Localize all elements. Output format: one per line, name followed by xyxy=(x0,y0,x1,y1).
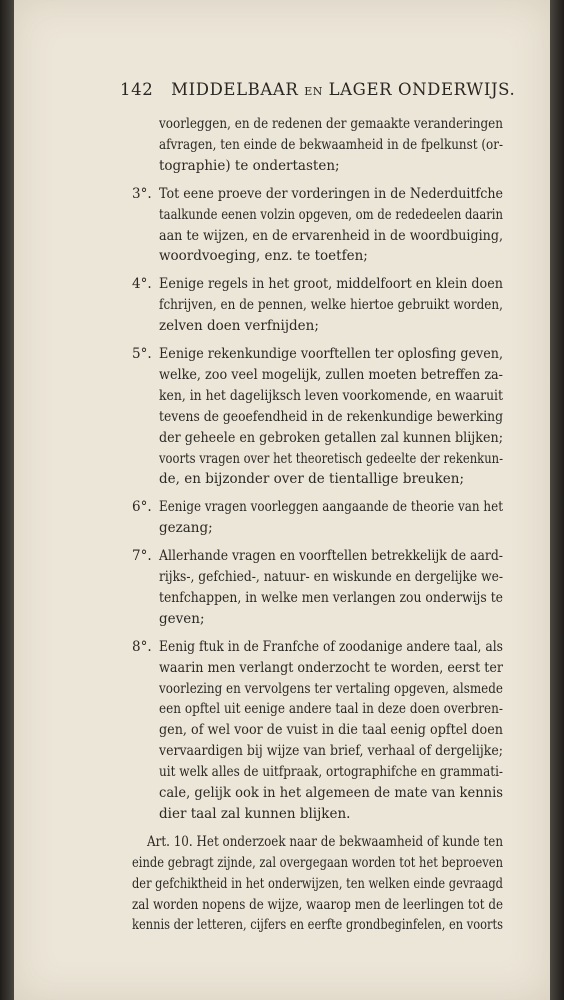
running-header xyxy=(120,80,520,99)
item-number: 7°. xyxy=(132,548,152,565)
item-line: cale, gelijk ook in het algemeen de mate van kennis xyxy=(159,785,503,801)
page-number: 142 xyxy=(120,80,154,99)
article-line: Art. 10. Het onderzoek naar de bekwaamheid of kunde ten xyxy=(147,833,503,850)
item-number: 4°. xyxy=(132,276,152,293)
item-line: voorlezing en vervolgens ter vertaling opgeven, alsmede xyxy=(159,680,503,697)
item-line: Eenige rekenkundige voorftellen ter oplosfing geven, xyxy=(159,346,503,362)
article-line: kennis der letteren, cijfers en eerfte grondbeginfelen, en voorts xyxy=(132,917,503,934)
item-line: Tot eene proeve der vorderingen in de Nederduitfche xyxy=(159,185,503,202)
item-line: Eenige regels in het groot, middelfoort en klein doen xyxy=(159,276,503,293)
item-line: Eenig ftuk in de Franfche of zoodanige andere taal, als xyxy=(159,638,503,655)
item-number: 3°. xyxy=(132,185,152,202)
book-page xyxy=(14,0,550,1000)
item-line: gezang; xyxy=(159,520,213,537)
item-line: een opftel uit eenige andere taal in deze doen overbren- xyxy=(159,701,503,718)
item-line: tevens de geoefendheid in de rekenkundige bewerking xyxy=(159,408,503,425)
article-line: zal worden nopens de wijze, waarop men de leerlingen tot de xyxy=(132,896,503,913)
item-line: de, en bijzonder over de tientallige breuken; xyxy=(159,471,465,488)
binding-shadow-left xyxy=(0,0,14,1000)
item-line: zelven doen verfnijden; xyxy=(159,318,319,335)
item-line: der geheele en gebroken getallen zal kunnen blijken; xyxy=(159,429,503,446)
item-line: Allerhande vragen en voorftellen betrekkelijk de aard- xyxy=(159,548,503,565)
item-line: geven; xyxy=(159,610,205,627)
item-line: rijks-, gefchied-, natuur- en wiskunde en dergelijke we- xyxy=(159,569,503,585)
item-line: tenfchappen, in welke men verlangen zou onderwijs te xyxy=(159,589,503,606)
item-line: dier taal zal kunnen blijken. xyxy=(159,805,351,822)
binding-shadow-right xyxy=(550,0,564,1000)
header-title-part1: MIDDELBAAR xyxy=(171,80,299,99)
article-line: einde gebragt zijnde, zal overgegaan worden tot het beproeven xyxy=(132,854,503,871)
item-line: vervaardigen bij wijze van brief, verhaal of dergelijke; xyxy=(159,743,503,760)
item-number: 5°. xyxy=(132,346,152,362)
item-line: uit welk alles de uitfpraak, ortographifche en grammati- xyxy=(159,764,503,781)
intro-line: tographie) te ondertasten; xyxy=(159,157,340,174)
item-line: waarin men verlangt onderzocht te worden, eerst ter xyxy=(159,659,503,676)
item-line: welke, zoo veel mogelijk, zullen moeten betreffen za- xyxy=(159,366,503,383)
item-line: fchrijven, en de pennen, welke hiertoe gebruikt worden, xyxy=(159,297,503,314)
item-line: voorts vragen over het theoretisch gedeelte der rekenkun- xyxy=(159,450,503,467)
item-line: taalkunde eenen volzin opgeven, om de rededeelen daarin xyxy=(159,206,503,223)
header-title-part2: LAGER ONDERWIJS. xyxy=(328,80,516,99)
item-line: aan te wijzen, en de ervarenheid in de woordbuiging, xyxy=(159,227,503,244)
item-line: ken, in het dagelijksch leven voorkomende, en waaruit xyxy=(159,387,503,404)
header-title-conj: EN xyxy=(304,85,323,98)
item-number: 8°. xyxy=(132,638,152,655)
item-line: gen, of wel voor de vuist in die taal eenig opftel doen xyxy=(159,722,503,739)
item-number: 6°. xyxy=(132,499,152,516)
intro-line: afvragen, ten einde de bekwaamheid in de fpelkunst (or- xyxy=(159,136,503,153)
article-line: der gefchiktheid in het onderwijzen, ten welken einde gevraagd xyxy=(132,875,503,892)
item-line: Eenige vragen voorleggen aangaande de theorie van het xyxy=(159,499,503,516)
item-line: woordvoeging, enz. te toetfen; xyxy=(159,248,368,265)
intro-line: voorleggen, en de redenen der gemaakte veranderingen xyxy=(159,116,503,132)
